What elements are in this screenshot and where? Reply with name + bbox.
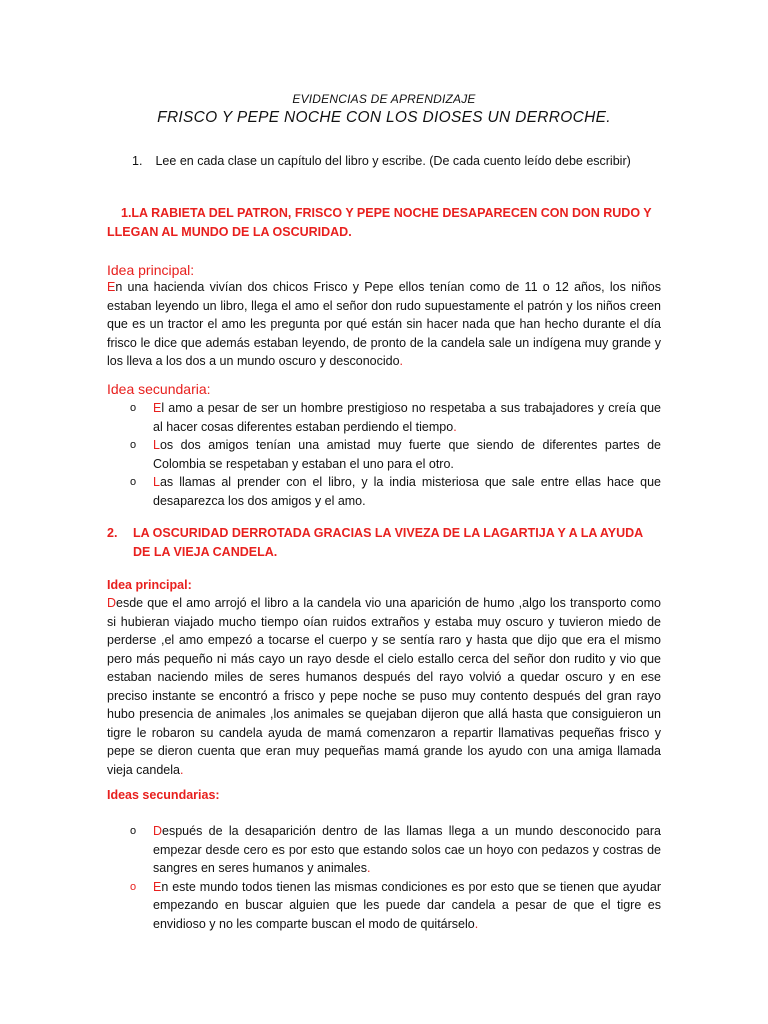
circle-bullet-icon: o	[130, 439, 137, 451]
instruction	[132, 154, 631, 168]
instruction-text: Lee en cada clase un capítulo del libro y escribe. (De cada cuento leído debe escribir)	[155, 154, 631, 168]
document-title: FRISCO Y PEPE NOCHE CON LOS DIOSES UN DERROCHE.	[157, 109, 611, 126]
section2-main-first: D	[107, 596, 117, 610]
section2-number: 2.	[107, 526, 118, 540]
document-label: EVIDENCIAS DE APRENDIZAJE	[292, 92, 476, 106]
section2-secondary-list	[130, 822, 661, 933]
circle-bullet-icon: o	[130, 476, 137, 488]
section1-main-first: E	[107, 280, 116, 294]
circle-bullet-icon: o	[130, 402, 137, 414]
section2-heading	[107, 524, 663, 562]
section2-main-text: esde que el amo arrojó el libro a la candela vio una aparición de humo ,algo los transporto como si hubieran viajado mucho tiempo oían ruidos extraños y estaba muy oscuro y tuvieron miedo de perderse ,el amo empezó a tocarse el cuerpo y se sentía raro y hasta que dijo que era el mismo pero más pequeño ni más cayo un rayo desde el cielo estallo cerca del señor don rudito y vio que estaban naciendo miles de seres humanos después del rayo volvió a quedar oscuro y en ese preciso instante se encontró a frisco y pepe noche se puso muy contento después del gran rayo hubo presencia de animales ,los animales se quejaban dijeron que allá hasta que consiguieron un tigre le robaron su candela ayuda de mamá comenzaron a repartir llamativas pequeñas frisco y pepe se dieron cuenta que eran muy pequeñas mamá grande los ayudo con una amiga llamada vieja candela	[107, 596, 661, 777]
section1-heading: 1.LA RABIETA DEL PATRON, FRISCO Y PEPE NOCHE DESAPARECEN CON DON RUDO Y LLEGAN AL MUNDO DE LA OSCURIDAD.	[107, 206, 652, 239]
circle-bullet-icon: o	[130, 880, 137, 893]
section1-secondary-label: Idea secundaria:	[107, 381, 211, 397]
section2-main-paragraph	[107, 594, 661, 779]
circle-bullet-icon: o	[130, 825, 137, 837]
section2-main-end: .	[179, 762, 184, 777]
section1-main-end: .	[399, 354, 404, 368]
list-item: o En este mundo todos tienen las mismas condiciones es por esto que se tienen que ayudar empezando en buscar alguien que les puede dar candela a pesar de que el tigre es envidioso y no les comparte buscan el modo de quitárselo.	[130, 879, 661, 931]
section1-main-paragraph	[107, 278, 661, 371]
section1-main-text: n una hacienda vivían dos chicos Frisco y Pepe ellos tenían como de 11 o 12 años, los niños estaban leyendo un libro, llega el amo el señor don rudo supuestamente el patrón y los niños creen que es un tractor el amo les pregunta por qué están sin hacer nada que han hecho durante el día frisco le dice que además estaban leyendo, de pronto de la candela sale un indígena muy grande y los lleva a los dos a un mundo oscuro y desconocido	[107, 280, 661, 368]
section1-main-label: Idea principal:	[107, 262, 195, 278]
section2-main-label: Idea principal:	[107, 578, 192, 592]
section2-heading-text: LA OSCURIDAD DERROTADA GRACIAS LA VIVEZA DE LA LAGARTIJA Y A LA AYUDA DE LA VIEJA CANDELA.	[133, 526, 643, 559]
instruction-number: 1.	[132, 154, 143, 168]
list-item: o Los dos amigos tenían una amistad muy fuerte que siendo de diferentes partes de Colombia se respetaban y estaban el uno para el otro.	[130, 438, 661, 471]
section2-secondary-label: Ideas secundarias:	[107, 788, 220, 802]
section1-secondary-list	[130, 399, 661, 510]
list-item: o Las llamas al prender con el libro, y la india misteriosa que sale entre ellas hace que desaparezca los dos amigos y el amo.	[130, 475, 661, 508]
list-item: o El amo a pesar de ser un hombre prestigioso no respetaba a sus trabajadores y creía que al hacer cosas diferentes estaban perdiendo el tiempo.	[130, 401, 661, 434]
list-item: o Después de la desaparición dentro de las llamas llega a un mundo desconocido para empezar desde cero es por esto que estando solos cae un hoyo con pedazos y costras de sangres en seres humanos y animales.	[130, 824, 661, 875]
